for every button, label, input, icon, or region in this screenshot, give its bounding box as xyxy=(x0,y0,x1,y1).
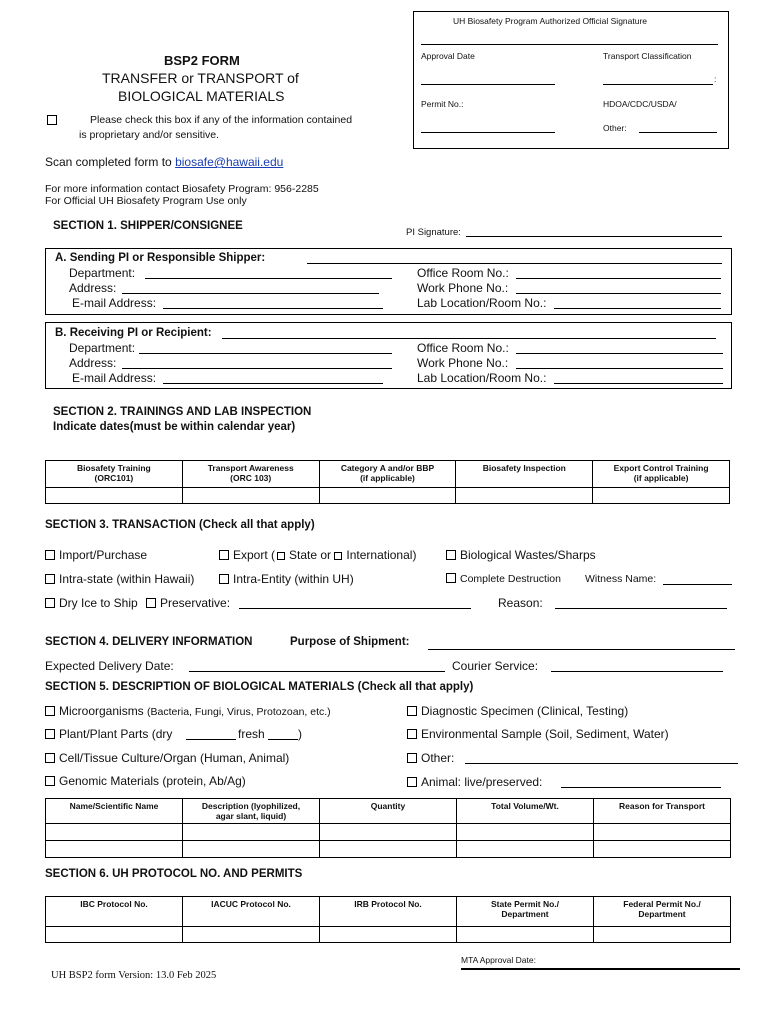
table-row xyxy=(46,927,731,943)
col-name-scientific: Name/Scientific Name xyxy=(46,799,183,824)
contact-info: For more information contact Biosafety Program: 956-2285 xyxy=(45,183,319,195)
col-biosafety-training: Biosafety Training (ORC101) xyxy=(46,461,183,488)
cell-culture-option[interactable]: Cell/Tissue Culture/Organ (Human, Animal) xyxy=(45,751,289,765)
section5-title: SECTION 5. DESCRIPTION OF BIOLOGICAL MATERIALS (Check all that apply) xyxy=(45,681,474,693)
preservative-checkbox[interactable] xyxy=(146,598,156,608)
material-volume-cell[interactable] xyxy=(457,824,594,841)
section2-subtitle: Indicate dates(must be within calendar year) xyxy=(53,421,296,433)
mta-approval-label: MTA Approval Date: xyxy=(461,955,536,965)
sending-lab-location-line[interactable] xyxy=(554,308,721,309)
receiving-pi-line[interactable] xyxy=(222,338,716,339)
import-option[interactable]: Import/Purchase xyxy=(45,548,147,562)
sending-department-label: Department: xyxy=(69,266,136,280)
export-checkbox[interactable] xyxy=(219,550,229,560)
bio-wastes-checkbox[interactable] xyxy=(446,550,456,560)
material-description-cell[interactable] xyxy=(183,824,320,841)
receiving-pi-label: B. Receiving PI or Recipient: xyxy=(55,327,212,339)
preservative-option[interactable]: Preservative: xyxy=(146,596,230,610)
scan-prefix: Scan completed form to xyxy=(45,155,172,169)
preservative-line[interactable] xyxy=(239,608,471,609)
other-agency-line[interactable] xyxy=(639,132,717,133)
table-header-row xyxy=(46,461,730,488)
col-state-permit: State Permit No./ Department xyxy=(457,897,594,927)
col-total-volume: Total Volume/Wt. xyxy=(457,799,594,824)
col-transport-awareness: Transport Awareness (ORC 103) xyxy=(182,461,319,488)
table-row xyxy=(46,824,731,841)
col-iacuc-protocol: IACUC Protocol No. xyxy=(183,897,320,927)
state-checkbox[interactable] xyxy=(277,552,285,560)
receiving-work-phone-line[interactable] xyxy=(516,368,723,369)
official-use-box xyxy=(413,11,729,149)
biosafety-training-date-cell[interactable] xyxy=(46,488,183,504)
proprietary-text-line2: is proprietary and/or sensitive. xyxy=(79,129,220,141)
intrastate-checkbox[interactable] xyxy=(45,574,55,584)
complete-destruction-checkbox[interactable] xyxy=(446,573,456,583)
official-use-note: For Official UH Biosafety Program Use only xyxy=(45,195,247,207)
receiving-address-label: Address: xyxy=(69,356,117,370)
federal-permit-cell[interactable] xyxy=(594,927,731,943)
biosafety-inspection-date-cell[interactable] xyxy=(456,488,593,504)
courier-service-label: Courier Service: xyxy=(452,659,539,673)
plant-close-paren: ) xyxy=(298,727,302,741)
sending-address-line[interactable] xyxy=(122,293,379,294)
complete-destruction-option[interactable]: Complete Destruction xyxy=(446,573,561,585)
other-material-option[interactable]: Other: xyxy=(407,751,454,765)
receiving-work-phone-label: Work Phone No.: xyxy=(417,356,509,370)
table-header-row xyxy=(46,799,731,824)
diagnostic-option[interactable]: Diagnostic Specimen (Clinical, Testing) xyxy=(407,704,628,718)
expected-delivery-label: Expected Delivery Date: xyxy=(45,659,174,673)
transport-classification-line[interactable] xyxy=(603,84,713,85)
diagnostic-checkbox[interactable] xyxy=(407,706,417,716)
authorized-signature-label: UH Biosafety Program Authorized Official Signature xyxy=(453,16,648,26)
intraentity-checkbox[interactable] xyxy=(219,574,229,584)
plant-fresh-line[interactable] xyxy=(268,739,298,740)
sending-department-line[interactable] xyxy=(145,278,392,279)
export-control-date-cell[interactable] xyxy=(593,488,730,504)
sending-lab-location-label: Lab Location/Room No.: xyxy=(417,296,547,310)
pi-signature-label: PI Signature: xyxy=(406,227,461,238)
form-subtitle-line1: TRANSFER or TRANSPORT of xyxy=(102,70,299,86)
material-name-cell[interactable] xyxy=(46,824,183,841)
plant-checkbox[interactable] xyxy=(45,729,55,739)
reason-line[interactable] xyxy=(555,608,727,609)
transport-awareness-date-cell[interactable] xyxy=(182,488,319,504)
biosafe-email-link[interactable]: biosafe@hawaii.edu xyxy=(175,155,284,169)
microorganisms-option[interactable]: Microorganisms (Bacteria, Fungi, Virus, Protozoan, etc.) xyxy=(45,704,331,718)
microorganisms-checkbox[interactable] xyxy=(45,706,55,716)
material-reason-cell[interactable] xyxy=(594,824,731,841)
mta-approval-line[interactable] xyxy=(461,968,740,970)
form-version: UH BSP2 form Version: 13.0 Feb 2025 xyxy=(51,970,217,981)
bio-wastes-option[interactable]: Biological Wastes/Sharps xyxy=(446,548,596,562)
agencies-label: HDOA/CDC/USDA/ xyxy=(603,99,677,109)
sending-email-line[interactable] xyxy=(163,308,383,309)
material-volume-cell[interactable] xyxy=(457,841,594,858)
section3-title: SECTION 3. TRANSACTION (Check all that apply) xyxy=(45,519,315,531)
proprietary-text-line1: Please check this box if any of the information contained xyxy=(90,114,353,126)
other-material-checkbox[interactable] xyxy=(407,753,417,763)
receiving-department-label: Department: xyxy=(69,341,136,355)
col-reason-transport: Reason for Transport xyxy=(594,799,731,824)
other-material-line[interactable] xyxy=(465,763,738,764)
plant-dry-line[interactable] xyxy=(186,739,236,740)
scan-instruction xyxy=(45,155,283,169)
dry-ice-option[interactable]: Dry Ice to Ship xyxy=(45,596,138,610)
materials-table xyxy=(45,798,731,858)
courier-service-line[interactable] xyxy=(551,671,723,672)
transport-classification-label: Transport Classification xyxy=(603,51,692,61)
sending-address-label: Address: xyxy=(69,281,117,295)
plant-fresh-label: fresh xyxy=(238,727,265,741)
receiving-department-line[interactable] xyxy=(139,353,392,354)
witness-name-label: Witness Name: xyxy=(585,573,657,585)
category-a-date-cell[interactable] xyxy=(319,488,456,504)
state-permit-cell[interactable] xyxy=(457,927,594,943)
section4-title: SECTION 4. DELIVERY INFORMATION xyxy=(45,636,253,648)
proprietary-checkbox[interactable] xyxy=(47,115,57,125)
authorized-signature-line[interactable] xyxy=(421,44,718,45)
receiving-office-room-line[interactable] xyxy=(516,353,723,354)
receiving-email-label: E-mail Address: xyxy=(72,371,157,385)
reason-label: Reason: xyxy=(498,596,543,610)
intrastate-option[interactable]: Intra-state (within Hawaii) xyxy=(45,572,194,586)
permit-line[interactable] xyxy=(421,132,555,133)
form-title: BSP2 FORM xyxy=(164,53,240,68)
material-reason-cell[interactable] xyxy=(594,841,731,858)
section1-title: SECTION 1. SHIPPER/CONSIGNEE xyxy=(53,220,243,232)
receiving-email-line[interactable] xyxy=(163,383,383,384)
purpose-label: Purpose of Shipment: xyxy=(290,636,410,648)
expected-delivery-line[interactable] xyxy=(189,671,445,672)
receiving-lab-location-line[interactable] xyxy=(554,383,723,384)
transport-colon: : xyxy=(714,74,717,84)
receiving-office-room-label: Office Room No.: xyxy=(417,341,509,355)
protocols-table xyxy=(45,896,731,943)
sending-work-phone-line[interactable] xyxy=(516,293,721,294)
trainings-table xyxy=(45,460,730,504)
irb-protocol-cell[interactable] xyxy=(320,927,457,943)
form-subtitle-line2: BIOLOGICAL MATERIALS xyxy=(118,88,285,104)
col-irb-protocol: IRB Protocol No. xyxy=(320,897,457,927)
approval-date-label: Approval Date xyxy=(421,51,475,61)
animal-line[interactable] xyxy=(561,787,721,788)
table-header-row xyxy=(46,897,731,927)
table-row xyxy=(46,488,730,504)
other-agency-label: Other: xyxy=(603,123,627,133)
col-ibc-protocol: IBC Protocol No. xyxy=(46,897,183,927)
col-federal-permit: Federal Permit No./ Department xyxy=(594,897,731,927)
animal-option[interactable]: Animal: live/preserved: xyxy=(407,775,542,789)
material-quantity-cell[interactable] xyxy=(320,841,457,858)
pi-signature-line[interactable] xyxy=(466,236,722,237)
section6-title: SECTION 6. UH PROTOCOL NO. AND PERMITS xyxy=(45,868,303,880)
intraentity-option[interactable]: Intra-Entity (within UH) xyxy=(219,572,354,586)
environmental-checkbox[interactable] xyxy=(407,729,417,739)
sending-email-label: E-mail Address: xyxy=(72,296,157,310)
export-option[interactable]: Export ( State or International) xyxy=(219,548,416,562)
sending-work-phone-label: Work Phone No.: xyxy=(417,281,509,295)
col-category-a: Category A and/or BBP (if applicable) xyxy=(319,461,456,488)
dry-ice-checkbox[interactable] xyxy=(45,598,55,608)
receiving-address-line[interactable] xyxy=(122,368,392,369)
ibc-protocol-cell[interactable] xyxy=(46,927,183,943)
col-quantity: Quantity xyxy=(320,799,457,824)
table-row xyxy=(46,841,731,858)
section2-title: SECTION 2. TRAININGS AND LAB INSPECTION xyxy=(53,406,312,418)
receiving-lab-location-label: Lab Location/Room No.: xyxy=(417,371,547,385)
import-checkbox[interactable] xyxy=(45,550,55,560)
material-quantity-cell[interactable] xyxy=(320,824,457,841)
approval-date-line[interactable] xyxy=(421,84,555,85)
material-description-cell[interactable] xyxy=(183,841,320,858)
international-checkbox[interactable] xyxy=(334,552,342,560)
animal-checkbox[interactable] xyxy=(407,777,417,787)
col-biosafety-inspection: Biosafety Inspection xyxy=(456,461,593,488)
plant-option[interactable]: Plant/Plant Parts (dry xyxy=(45,727,172,741)
iacuc-protocol-cell[interactable] xyxy=(183,927,320,943)
genomic-option[interactable]: Genomic Materials (protein, Ab/Ag) xyxy=(45,774,246,788)
col-export-control: Export Control Training (if applicable) xyxy=(593,461,730,488)
environmental-option[interactable]: Environmental Sample (Soil, Sediment, Water) xyxy=(407,727,669,741)
col-description: Description (lyophilized, agar slant, liquid) xyxy=(183,799,320,824)
purpose-line[interactable] xyxy=(428,649,735,650)
sending-pi-label: A. Sending PI or Responsible Shipper: xyxy=(55,252,266,264)
material-name-cell[interactable] xyxy=(46,841,183,858)
sending-office-room-line[interactable] xyxy=(516,278,721,279)
cell-culture-checkbox[interactable] xyxy=(45,753,55,763)
sending-office-room-label: Office Room No.: xyxy=(417,266,509,280)
sending-pi-line[interactable] xyxy=(307,263,722,264)
witness-name-line[interactable] xyxy=(663,584,732,585)
genomic-checkbox[interactable] xyxy=(45,776,55,786)
permit-label: Permit No.: xyxy=(421,99,464,109)
